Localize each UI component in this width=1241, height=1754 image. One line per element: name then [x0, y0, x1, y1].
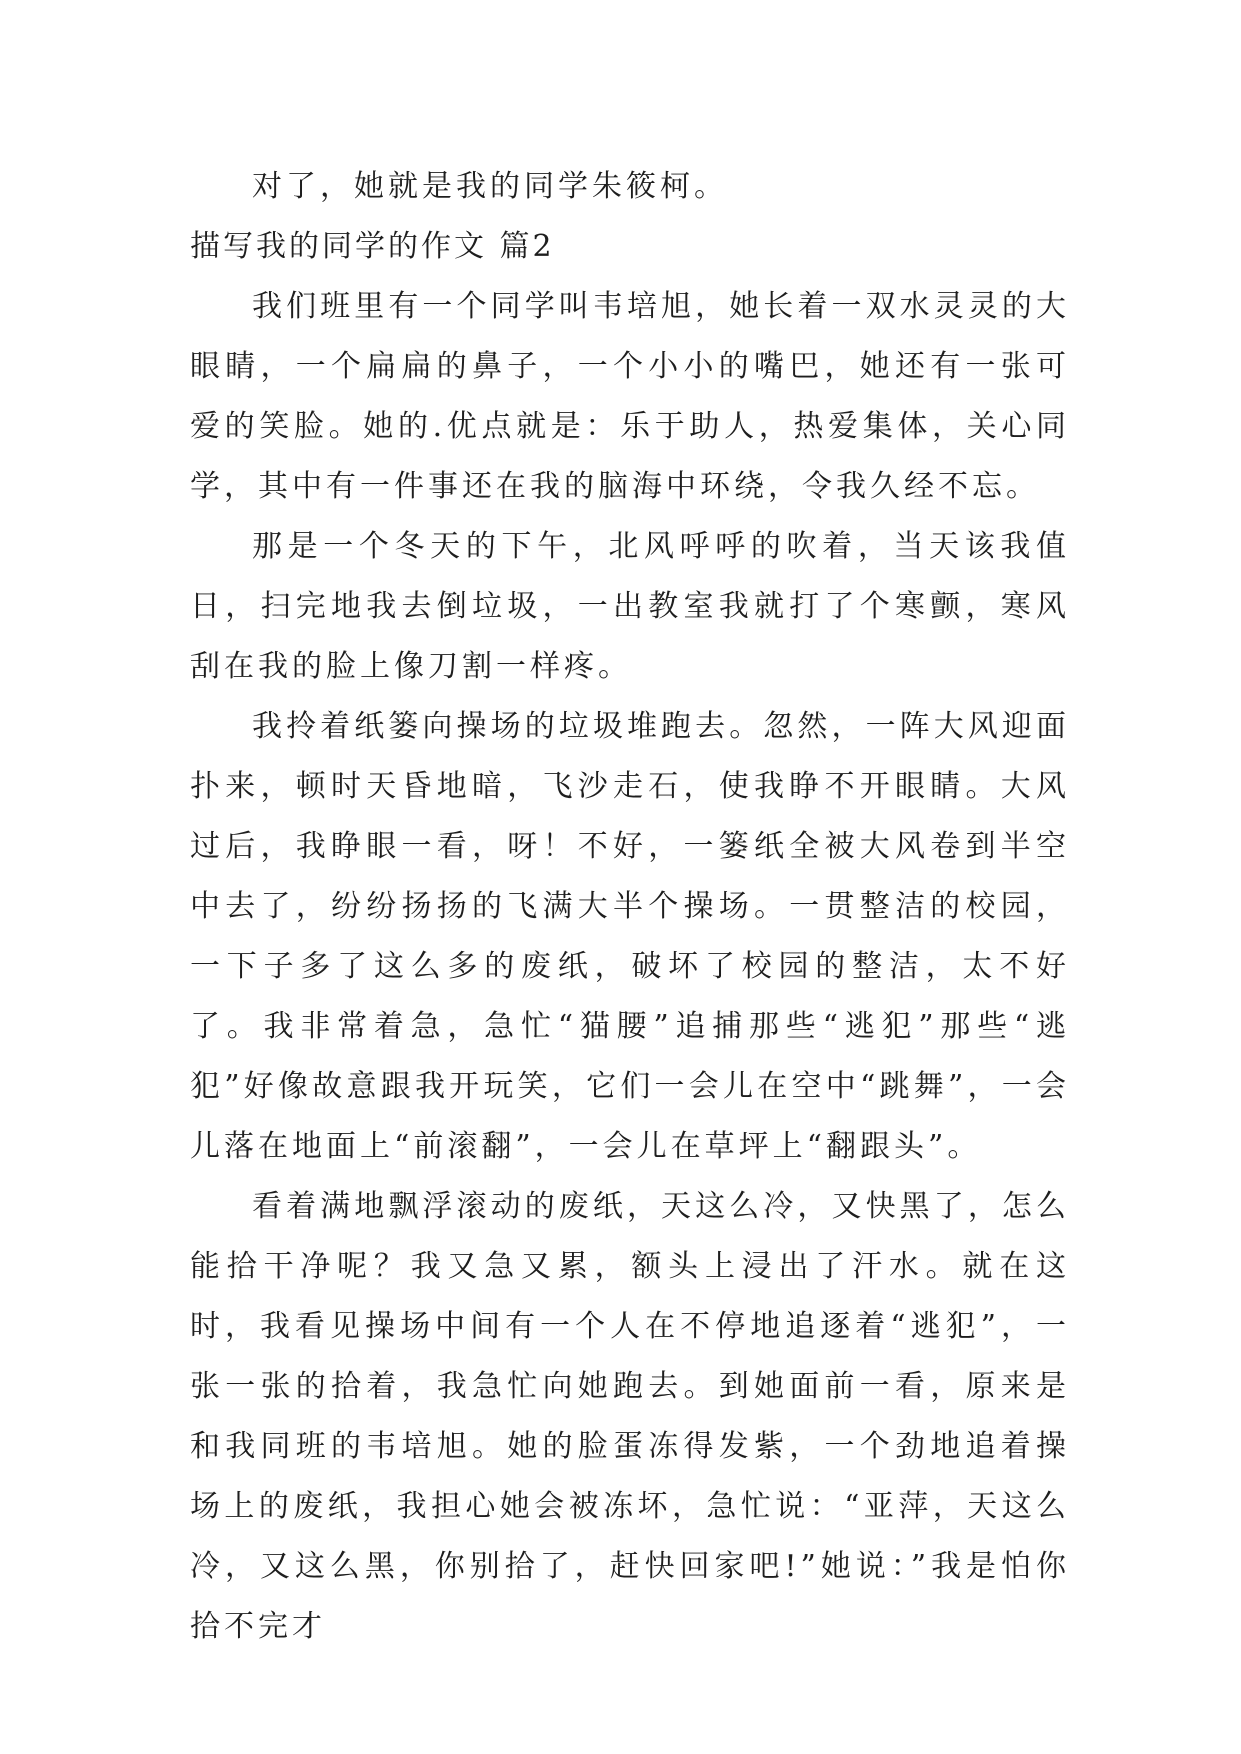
document-body [190, 157, 1070, 1657]
section-heading: 描写我的同学的作文 篇2 [190, 229, 555, 264]
paragraph-2: 那是一个冬天的下午，北风呼呼的吹着，当天该我值日，扫完地我去倒垃圾，一出教室我就打了个寒颤，寒风刮在我的脸上像刀割一样疼。 [190, 529, 1070, 684]
paragraph-1: 我们班里有一个同学叫韦培旭，她长着一双水灵灵的大眼睛，一个扁扁的鼻子，一个小小的嘴巴，她还有一张可爱的笑脸。她的.优点就是：乐于助人，热爱集体，关心同学，其中有一件事还在我的脑海中环绕，令我久经不忘。 [190, 289, 1070, 504]
lead-paragraph: 对了，她就是我的同学朱筱柯。 [252, 169, 728, 204]
paragraph-3: 我拎着纸篓向操场的垃圾堆跑去。忽然，一阵大风迎面扑来，顿时天昏地暗，飞沙走石，使我睁不开眼睛。大风过后，我睁眼一看，呀！不好，一篓纸全被大风卷到半空中去了，纷纷扬扬的飞满大半个操场。一贯整洁的校园，一下子多了这么多的废纸，破坏了校园的整洁，太不好了。我非常着急，急忙“猫腰”追捕那些“逃犯”那些“逃犯”好像故意跟我开玩笑，它们一会儿在空中“跳舞”，一会儿落在地面上“前滚翻”，一会儿在草坪上“翻跟头”。 [190, 709, 1070, 1164]
paragraph-4: 看着满地飘浮滚动的废纸，天这么冷，又快黑了，怎么能拾干净呢？我又急又累，额头上浸出了汗水。就在这时，我看见操场中间有一个人在不停地追逐着“逃犯”，一张一张的拾着，我急忙向她跑去。到她面前一看，原来是和我同班的韦培旭。她的脸蛋冻得发紫，一个劲地追着操场上的废纸，我担心她会被冻坏，急忙说：“亚萍，天这么冷，又这么黑，你别拾了，赶快回家吧!”她说：”我是怕你拾不完才 [190, 1189, 1070, 1644]
